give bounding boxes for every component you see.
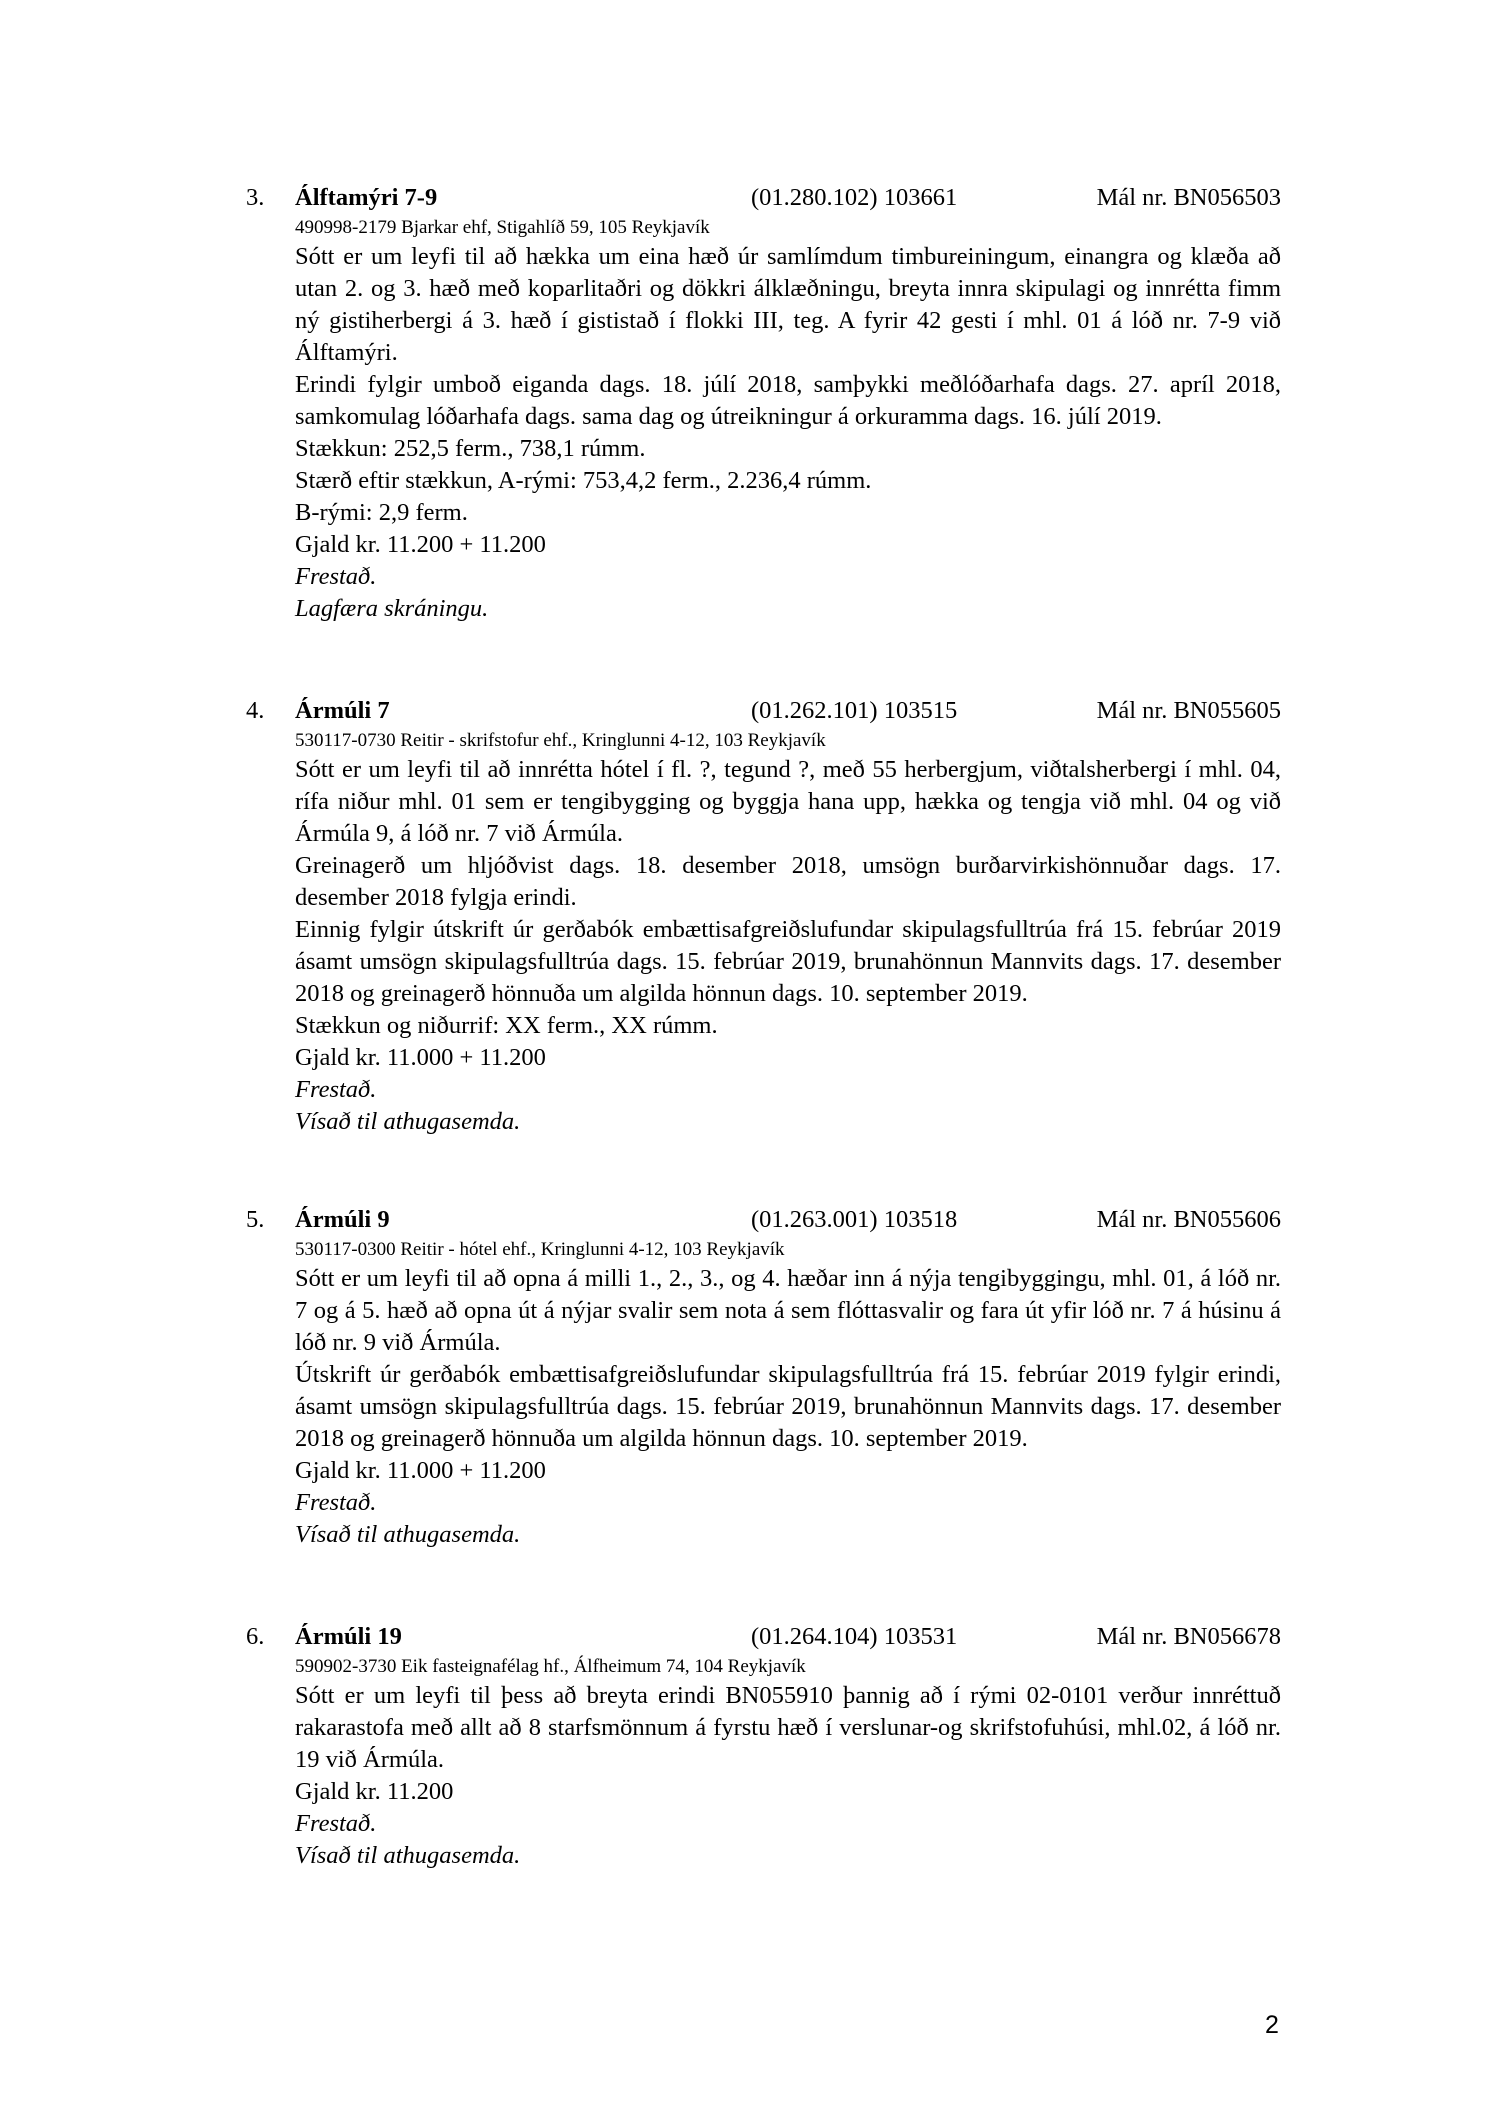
case-item [246,1620,1281,1872]
decision: Frestað. [295,1489,377,1516]
property-reference: (01.264.104) 103531 [751,1623,958,1650]
decision-note: Vísað til athugasemda. [295,1108,521,1135]
property-title: Ármúli 7 [295,697,390,724]
fee-line: Gjald kr. 11.000 + 11.200 [295,1044,546,1071]
applicant: 590902-3730 Eik fasteignafélag hf., Álfheimum 74, 104 Reykjavík [295,1656,806,1677]
description-paragraph: Sótt er um leyfi til að innrétta hótel í fl. ?, tegund ?, með 55 herbergjum, viðtalsherbergi í mhl. 04, rífa niður mhl. 01 sem er tengibygging og byggja hana upp, hækka og tengja við mhl. 04 og við Ármúla 9, á lóð nr. 7 við Ármúla. [295,756,1281,847]
property-reference: (01.263.001) 103518 [751,1206,958,1233]
property-title: Ármúli 9 [295,1206,390,1233]
fee-line: Gjald kr. 11.200 [295,1778,454,1805]
case-header [246,1620,1281,1653]
decision-note: Lagfæra skráningu. [295,595,489,622]
property-title: Ármúli 19 [295,1623,402,1650]
case-number: Mál nr. BN056503 [1096,184,1281,211]
case-item [246,181,1281,625]
case-header [246,181,1281,214]
property-reference: (01.280.102) 103661 [751,184,958,211]
property-reference: (01.262.101) 103515 [751,697,958,724]
case-header [246,1203,1281,1236]
size-line: Stækkun: 252,5 ferm., 738,1 rúmm. [295,435,646,462]
item-number: 3. [246,184,265,211]
case-body [295,1236,1281,1551]
item-number: 4. [246,697,265,724]
property-title: Álftamýri 7-9 [295,184,438,211]
description-paragraph: Einnig fylgir útskrift úr gerðabók embættisafgreiðslufundar skipulagsfulltrúa frá 15. febrúar 2019 ásamt umsögn skipulagsfulltrúa dags. 15. febrúar 2019, brunahönnun Mannvits dags. 17. desember 2018 og greinagerð hönnuða um algilda hönnun dags. 10. september 2019. [295,916,1281,1007]
applicant: 490998-2179 Bjarkar ehf, Stigahlíð 59, 105 Reykjavík [295,217,710,238]
case-item [246,694,1281,1138]
applicant: 530117-0730 Reitir - skrifstofur ehf., Kringlunni 4-12, 103 Reykjavík [295,730,826,751]
size-line: Stærð eftir stækkun, A-rými: 753,4,2 ferm., 2.236,4 rúmm. [295,467,872,494]
fee-line: Gjald kr. 11.200 + 11.200 [295,531,546,558]
case-body [295,727,1281,1138]
description-paragraph: Sótt er um leyfi til að hækka um eina hæð úr samlímdum timbureiningum, einangra og klæða að utan 2. og 3. hæð með koparlitaðri og dökkri álklæðningu, breyta innra skipulagi og innrétta fimm ný gistiherbergi á 3. hæð í gististað í flokki III, teg. A fyrir 42 gesti í mhl. 01 á lóð nr. 7-9 við Álftamýri. [295,243,1281,366]
case-number: Mál nr. BN055605 [1096,697,1281,724]
description-paragraph: Sótt er um leyfi til þess að breyta erindi BN055910 þannig að í rými 02-0101 verður innréttuð rakarastofa með allt að 8 starfsmönnum á fyrstu hæð í verslunar-og skrifstofuhúsi, mhl.02, á lóð nr. 19 við Ármúla. [295,1682,1281,1773]
description-paragraph: Greinagerð um hljóðvist dags. 18. desember 2018, umsögn burðarvirkishönnuðar dags. 17. desember 2018 fylgja erindi. [295,852,1281,911]
case-body [295,214,1281,625]
case-item [246,1203,1281,1551]
case-header [246,694,1281,727]
decision: Frestað. [295,1076,377,1103]
case-number: Mál nr. BN056678 [1096,1623,1281,1650]
description-paragraph: Erindi fylgir umboð eiganda dags. 18. júlí 2018, samþykki meðlóðarhafa dags. 27. apríl 2018, samkomulag lóðarhafa dags. sama dag og útreikningur á orkuramma dags. 16. júlí 2019. [295,371,1281,430]
size-line: B-rými: 2,9 ferm. [295,499,468,526]
item-number: 5. [246,1206,265,1233]
case-body [295,1653,1281,1872]
case-number: Mál nr. BN055606 [1096,1206,1281,1233]
applicant: 530117-0300 Reitir - hótel ehf., Kringlunni 4-12, 103 Reykjavík [295,1239,785,1260]
decision-note: Vísað til athugasemda. [295,1842,521,1869]
item-number: 6. [246,1623,265,1650]
size-line: Stækkun og niðurrif: XX ferm., XX rúmm. [295,1012,718,1039]
fee-line: Gjald kr. 11.000 + 11.200 [295,1457,546,1484]
decision-note: Vísað til athugasemda. [295,1521,521,1548]
decision: Frestað. [295,563,377,590]
description-paragraph: Útskrift úr gerðabók embættisafgreiðslufundar skipulagsfulltrúa frá 15. febrúar 2019 fylgir erindi, ásamt umsögn skipulagsfulltrúa dags. 15. febrúar 2019, brunahönnun Mannvits dags. 17. desember 2018 og greinagerð hönnuða um algilda hönnun dags. 10. september 2019. [295,1361,1281,1452]
decision: Frestað. [295,1810,377,1837]
description-paragraph: Sótt er um leyfi til að opna á milli 1., 2., 3., og 4. hæðar inn á nýja tengibyggingu, mhl. 01, á lóð nr. 7 og á 5. hæð að opna út á nýjar svalir sem nota á sem flóttasvalir og fara út yfir lóð nr. 7 á húsinu á lóð nr. 9 við Ármúla. [295,1265,1281,1356]
page-number: 2 [1265,2011,1279,2039]
